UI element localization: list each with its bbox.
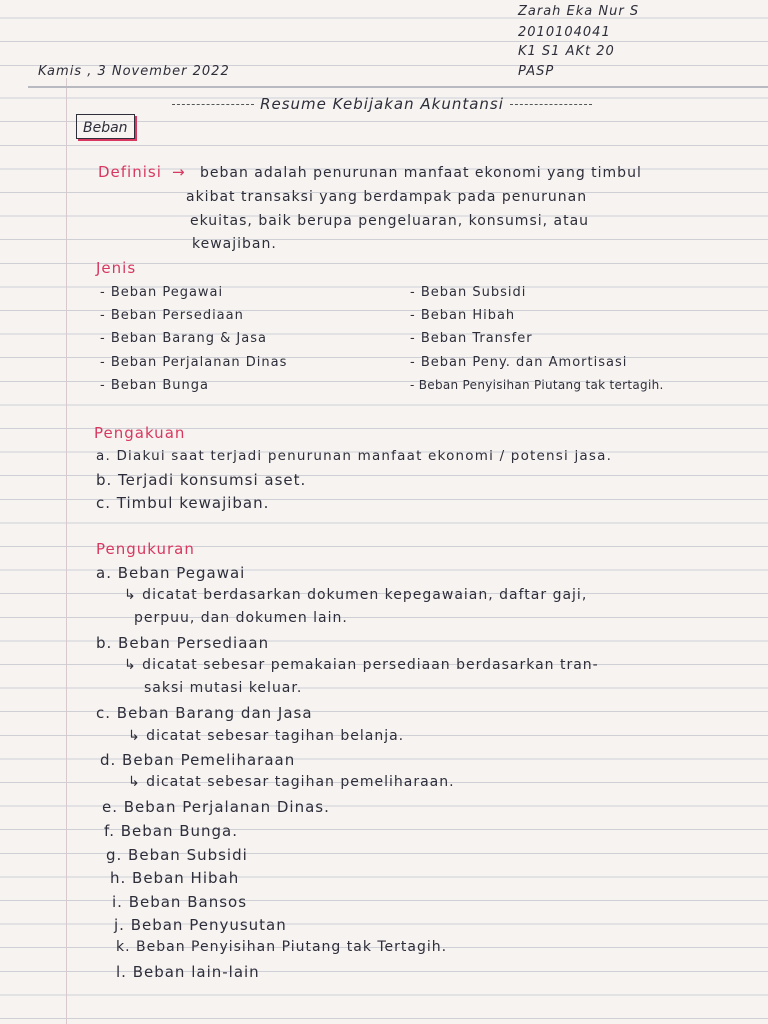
jenis-left-3: - Beban Barang & Jasa: [100, 331, 267, 346]
definisi-line-3: ekuitas, baik berupa pengeluaran, konsumsi, atau: [190, 213, 590, 229]
jenis-right-4: - Beban Peny. dan Amortisasi: [410, 355, 628, 370]
jenis-left-1: - Beban Pegawai: [100, 285, 224, 300]
definisi-line-2: akibat transaksi yang berdampak pada penurunan: [186, 189, 588, 205]
pengukuran-line-7: c. Beban Barang dan Jasa: [96, 704, 313, 722]
pengukuran-line-3: perpuu, dan dokumen lain.: [134, 610, 348, 626]
pengukuran-line-1: a. Beban Pegawai: [96, 564, 246, 582]
pengakuan-label: Pengakuan: [94, 424, 186, 442]
definisi-line-4: kewajiban.: [192, 236, 277, 252]
pengukuran-line-15: i. Beban Bansos: [112, 893, 248, 911]
jenis-left-4: - Beban Perjalanan Dinas: [100, 355, 288, 370]
pengukuran-line-17: k. Beban Penyisihan Piutang tak Tertagih.: [116, 939, 448, 955]
pengukuran-line-18: l. Beban lain-lain: [116, 963, 260, 981]
pengakuan-item-c: c. Timbul kewajiban.: [96, 494, 270, 512]
jenis-label: Jenis: [96, 259, 137, 277]
student-nim: 2010104041: [518, 25, 611, 40]
jenis-left-2: - Beban Persediaan: [100, 308, 244, 323]
pengukuran-line-2: ↳ dicatat berdasarkan dokumen kepegawaian, daftar gaji,: [124, 587, 588, 603]
header-divider: [28, 86, 768, 88]
pengukuran-line-12: f. Beban Bunga.: [104, 822, 239, 840]
definisi-label: Definisi: [98, 163, 162, 181]
page-title: [172, 93, 592, 115]
title-dash-right: [510, 104, 592, 105]
jenis-right-1: - Beban Subsidi: [410, 285, 527, 300]
badge-beban: [76, 114, 135, 139]
jenis-right-3: - Beban Transfer: [410, 331, 533, 346]
pengukuran-line-13: g. Beban Subsidi: [106, 846, 248, 864]
pengakuan-item-b: b. Terjadi konsumsi aset.: [96, 471, 307, 489]
margin-line: [66, 78, 67, 1024]
pengukuran-label: Pengukuran: [96, 540, 195, 558]
jenis-right-5: - Beban Penyisihan Piutang tak tertagih.: [410, 378, 664, 392]
pengukuran-line-4: b. Beban Persediaan: [96, 634, 270, 652]
student-class: K1 S1 AKt 20: [518, 44, 615, 59]
title-dash-left: [172, 104, 254, 105]
jenis-right-2: - Beban Hibah: [410, 308, 516, 323]
course-code: PASP: [518, 64, 555, 79]
pengukuran-line-14: h. Beban Hibah: [110, 869, 240, 887]
student-name: Zarah Eka Nur S: [518, 4, 640, 19]
jenis-left-5: - Beban Bunga: [100, 378, 209, 393]
definisi-line-1: beban adalah penurunan manfaat ekonomi yang timbul: [200, 165, 642, 181]
date-text: Kamis , 3 November 2022: [38, 64, 230, 79]
badge-beban-text: Beban: [83, 120, 128, 136]
pengukuran-line-5: ↳ dicatat sebesar pemakaian persediaan berdasarkan tran-: [124, 657, 599, 673]
pengukuran-line-6: saksi mutasi keluar.: [144, 680, 303, 696]
arrow-icon: →: [172, 163, 186, 181]
pengakuan-item-a: a. Diakui saat terjadi penurunan manfaat ekonomi / potensi jasa.: [96, 448, 613, 464]
pengukuran-line-16: j. Beban Penyusutan: [114, 916, 287, 934]
page-title-text: Resume Kebijakan Akuntansi: [260, 95, 504, 113]
pengukuran-line-11: e. Beban Perjalanan Dinas.: [102, 798, 330, 816]
pengukuran-line-9: d. Beban Pemeliharaan: [100, 751, 296, 769]
pengukuran-line-10: ↳ dicatat sebesar tagihan pemeliharaan.: [128, 774, 455, 790]
pengukuran-line-8: ↳ dicatat sebesar tagihan belanja.: [128, 728, 405, 744]
